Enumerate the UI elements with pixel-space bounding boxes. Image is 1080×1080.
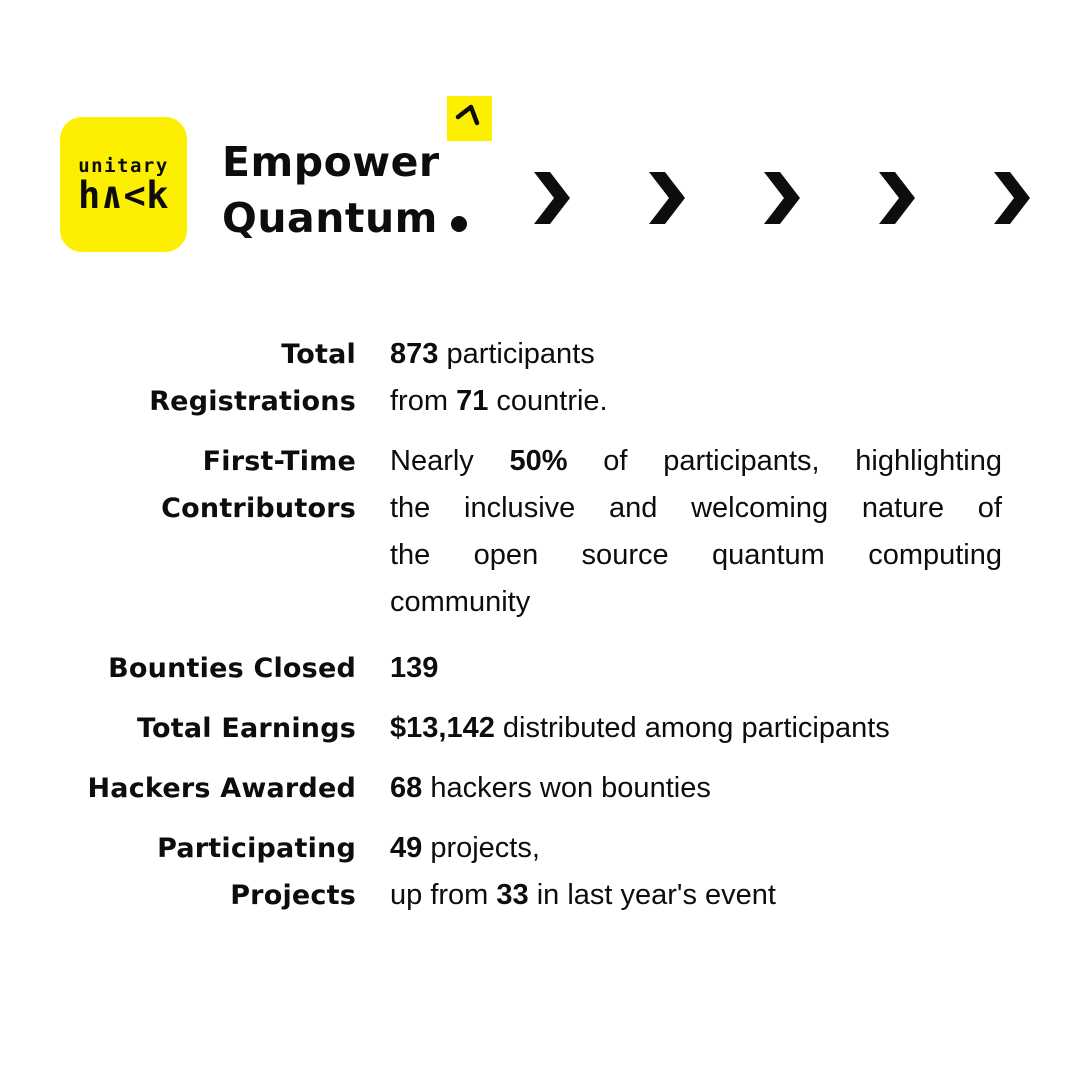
stat-row [56, 825, 1002, 919]
chevron-right-icon [873, 168, 917, 228]
stat-label: Participating Projects [157, 833, 356, 911]
stat-row [56, 645, 1002, 692]
unitary-hack-logo [60, 117, 187, 252]
stat-row [56, 705, 1002, 752]
yellow-accent-box [447, 96, 492, 141]
stat-label: Total Registrations [149, 339, 356, 417]
chevron-right-icon [758, 168, 802, 228]
logo-text-hack: h∧<k [77, 174, 170, 217]
title-period-dot [451, 216, 467, 232]
stat-row [56, 331, 1002, 425]
stat-label: First-Time Contributors [161, 446, 356, 524]
title-line-2: Quantum [222, 190, 467, 246]
logo-text-unitary: unitary [78, 155, 169, 177]
stat-value: 68 hackers won bounties [390, 772, 711, 804]
chevron-right-icon [528, 168, 572, 228]
chevron-right-icon [988, 168, 1032, 228]
chevron-right-icon [643, 168, 687, 228]
stat-value: 873 participants from 71 countrie. [390, 338, 608, 417]
stats-list [56, 331, 1002, 932]
corner-arrow-icon [447, 94, 492, 144]
stat-label: Hackers Awarded [87, 773, 356, 804]
stat-value: 139 [390, 652, 439, 684]
stat-label: Total Earnings [136, 713, 356, 744]
stat-value: 49 projects, up from 33 in last year's event [390, 832, 776, 911]
stat-row [56, 438, 1002, 626]
stat-value: $13,142 distributed among participants [390, 712, 890, 744]
stat-label: Bounties Closed [108, 653, 356, 684]
page-title [222, 134, 467, 246]
stat-value: Nearly 50% of participants, highlighting the inclusive and welcoming nature of the open source quantum computing community [390, 445, 1002, 618]
title-line-1: Empower [222, 138, 440, 186]
chevron-row [528, 168, 1032, 228]
stat-row [56, 765, 1002, 812]
